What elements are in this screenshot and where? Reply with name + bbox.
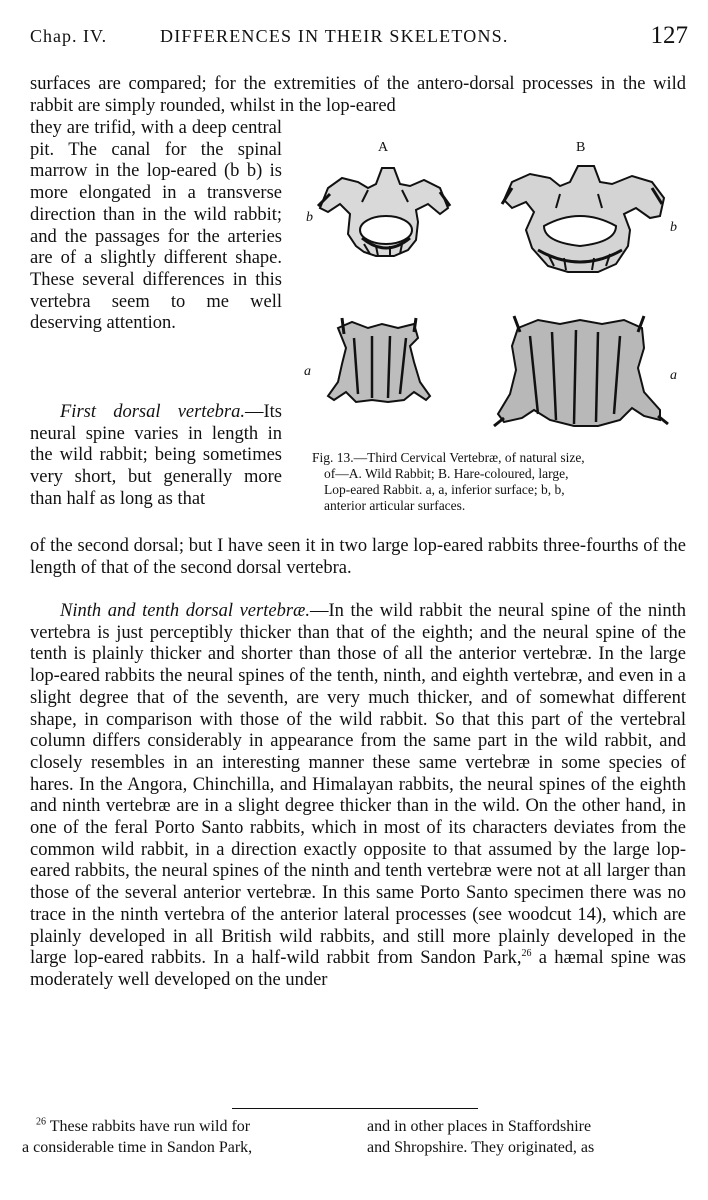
footnote-marker: 26	[36, 1116, 46, 1128]
paragraph-2-continued: of the second dorsal; but I have seen it in two large lop-eared rabbits three-fourths of the length of that of the second dorsal vertebra.	[30, 536, 686, 578]
footnote-right-column	[367, 1116, 687, 1158]
vertebra-A-inferior	[328, 318, 430, 402]
vertebrae-figure	[298, 138, 690, 438]
vertebra-B-anterior	[502, 166, 664, 272]
footnote-line	[22, 1116, 338, 1137]
paragraph-3	[30, 601, 686, 992]
footnote-rule	[232, 1108, 478, 1109]
figure-label-B: B	[576, 140, 586, 155]
vertebra-B-inferior	[494, 316, 668, 426]
caption-line: Lop-eared Rabbit. a, a, inferior surface; b, b,	[324, 482, 565, 497]
paragraph-2-column	[30, 402, 282, 511]
section-heading-first-dorsal: First dorsal vertebra.	[60, 402, 245, 422]
figure-label-b-right: b	[670, 220, 677, 235]
paragraph-3-text: —In the wild rabbit the neural spine of the ninth vertebra is just perceptibly thicker than that of the eighth; and the neural spine of the tenth is plainly thicker and shorter than those of all the anterior vertebræ. In the large lop-eared rabbits the neural spines of the tenth, ninth, and eighth vertebræ, and even in a slight degree that of the seventh, are very much thicker, and of somewhat different shape, in comparison with those of the wild rabbit. So that this part of the vertebral column differs considerably in appearance from the same part in the wild rabbit, and closely resembles in an interesting manner these same vertebræ in some species of hares. In the Angora, Chinchilla, and Himalayan rabbits, the neural spines of the eighth and ninth vertebræ are in a slight degree thicker than in the wild. On the other hand, in one of the feral Porto Santo rabbits, which in most of its characters deviates from the common wild rabbit, in a direction exactly opposite to that assumed by the large lop-eared rabbits, the neural spines of the ninth and tenth vertebræ were not at all larger than those of the several anterior vertebræ. In this same Porto Santo specimen there was no trace in the ninth vertebra of the anterior lateral processes (see woodcut 14), which are plainly developed in all British wild rabbits, and still more plainly developed in the large lop-eared rabbits. In a half-wild rabbit from Sandon Park,	[30, 601, 686, 969]
caption-line: anterior articular surfaces.	[324, 498, 466, 513]
caption-line: Fig. 13.—Third Cervical Vertebræ, of natural size,	[312, 450, 585, 465]
page-title: DIFFERENCES IN THEIR SKELETONS.	[160, 26, 509, 46]
footnote-text: These rabbits have run wild for	[49, 1118, 251, 1135]
figure-label-a-right: a	[670, 368, 677, 383]
vertebra-A-anterior	[318, 168, 450, 256]
paragraph-1-intro: surfaces are compared; for the extremities of the antero-dorsal processes in the wild rabbit are simply rounded, whilst in the lop-eared	[30, 74, 686, 116]
woodcut-illustration	[298, 138, 690, 438]
caption-line: of—A. Wild Rabbit; B. Hare-coloured, large,	[324, 466, 569, 481]
running-head	[30, 24, 690, 54]
footnote-reference: 26	[521, 948, 532, 960]
chapter-label: Chap. IV.	[30, 26, 108, 46]
figure-caption	[312, 450, 692, 514]
section-heading-ninth-tenth-dorsal: Ninth and tenth dorsal vertebræ.	[60, 601, 310, 621]
figure-label-a-left: a	[304, 364, 311, 379]
figure-label-A: A	[378, 140, 389, 155]
footnote-left-column	[22, 1116, 338, 1158]
paragraph-2-column-text: —Its neural spine varies in length in the wild rabbit; being sometimes very short, but generally more than half as long as that	[30, 402, 282, 509]
footnote-line: and Shropshire. They originated, as	[367, 1139, 595, 1156]
footnote-line: and in other places in Staffordshire	[367, 1118, 592, 1135]
paragraph-3-end: a hæmal spine was moderately well developed on the under	[30, 948, 686, 990]
paragraph-1-column: they are trifid, with a deep central pit. The canal for the spinal marrow in the lop-eared (b b) is more elongated in a transverse direction than in the wild rabbit; and the passages for the arteries are of a slightly different shape. These several differences in this vertebra seem to me well deserving attention.	[30, 118, 282, 334]
figure-label-b-left: b	[306, 210, 313, 225]
page-number: 127	[650, 22, 688, 49]
footnote-line: a considerable time in Sandon Park,	[22, 1139, 253, 1156]
